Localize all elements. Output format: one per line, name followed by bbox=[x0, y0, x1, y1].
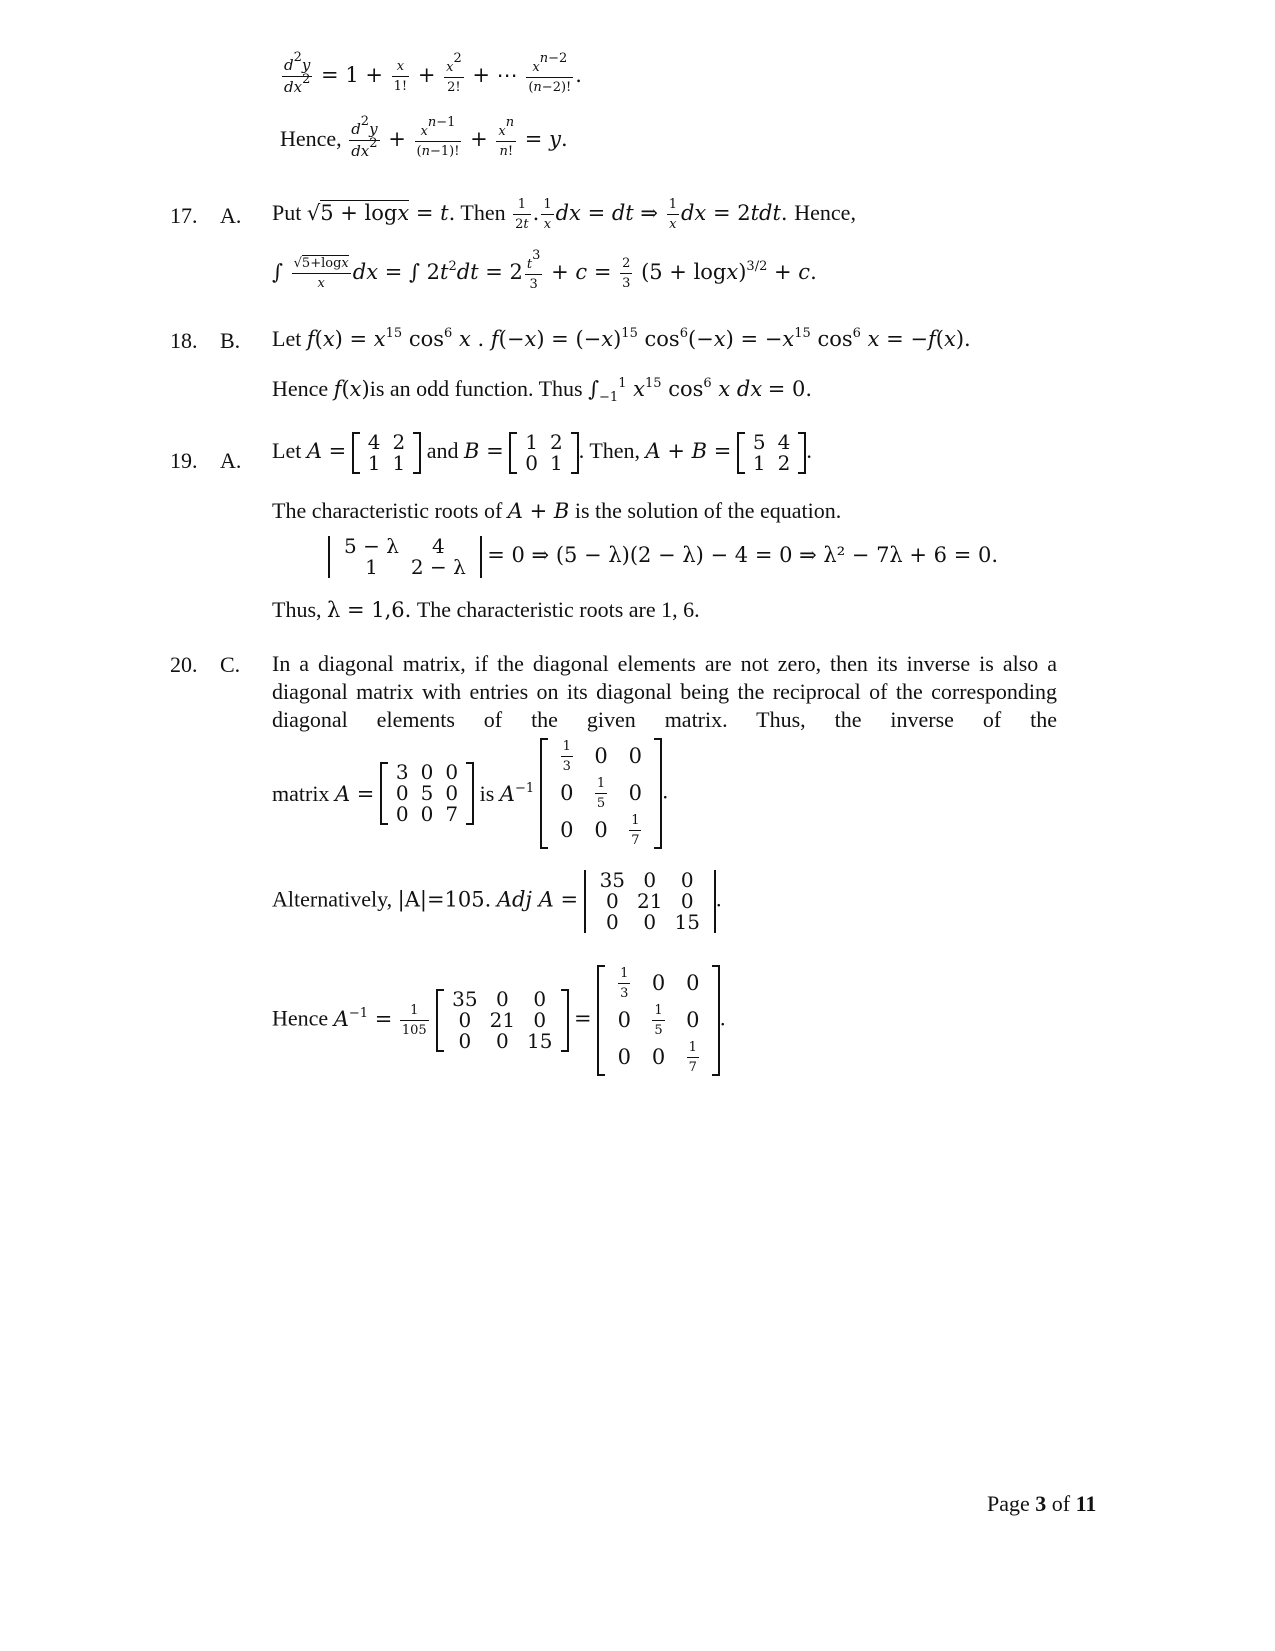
page-current: 3 bbox=[1035, 1491, 1047, 1516]
q16-hence-line: Hence, $\frac{d^2y}{dx^2}$ + $\frac{x^{n-1}}{(n-1)!}$ + $\frac{x^n}{n!}$ = y. bbox=[280, 114, 568, 160]
q16-second-derivative-line: $\frac{d^2y}{dx^2}$ = 1 + $\frac{x}{1!}$ + $\frac{x^2}{2!}$ + ⋯ $\frac{x^{n-2}}{(n-2)!}$ . bbox=[284, 50, 582, 96]
q19-matrix-sum: 5 4 1 2 bbox=[737, 432, 806, 474]
q19-char-text: The characteristic roots of A + B is the solution of the equation. bbox=[272, 498, 842, 523]
q20-matrix-a: 3 0 0 0 5 0 0 0 7 bbox=[380, 762, 474, 825]
q20-answer: C. bbox=[220, 652, 241, 677]
q20-inverse-matrix-2: $\frac{1}{3}$ 0 0 0 $\frac{1}{5}$ 0 0 0 $\frac{1}{7}$ bbox=[597, 965, 720, 1076]
q17-number: 17. bbox=[170, 203, 198, 228]
q18-answer: B. bbox=[220, 328, 241, 353]
page-total: 11 bbox=[1075, 1491, 1097, 1516]
q19-equation-line bbox=[328, 536, 998, 578]
q19-roots-line: Thus, λ = 1,6. The characteristic roots are 1, 6. bbox=[272, 597, 700, 622]
q19-matrix-a: 4 2 1 1 bbox=[352, 432, 421, 474]
page-footer: Page 3 of 11 bbox=[987, 1491, 1097, 1516]
q20-paragraph: In a diagonal matrix, if the diagonal elements are not zero, then its inverse is also a diagonal matrix with entries on its diagonal being the reciprocal of the corresponding diagonal elements of the given matrix. Thus, the inverse of the bbox=[272, 651, 1057, 732]
q20-inverse-matrix: $\frac{1}{3}$ 0 0 0 $\frac{1}{5}$ 0 0 0 $\frac{1}{7}$ bbox=[540, 738, 663, 849]
q18-function-line: Let $f(x) = x^{15}$ $\cos^6 x$ . $f(-x) = (-x)^{15}$ $\cos^6(-x) = -x^{15}$ $\cos^6 x = -f(x)$. bbox=[272, 326, 971, 351]
q18-number: 18. bbox=[170, 328, 198, 353]
q20-number: 20. bbox=[170, 652, 198, 677]
q19-and-label: and bbox=[426, 438, 459, 464]
q18-odd-text: is an odd function. Thus bbox=[369, 376, 583, 401]
q19-number: 19. bbox=[170, 448, 198, 473]
q20-adjoint-matrix: 35 0 0 0 21 0 0 0 15 bbox=[584, 870, 716, 933]
q19-answer: A. bbox=[220, 448, 242, 473]
q19-matrices-line: Let A = 4 2 1 1 and B = 1 2 0 1 . Then, A + B = 5 4 1 2 . bbox=[272, 430, 812, 475]
q17-put-label: Put bbox=[272, 200, 302, 225]
q19-roots-text: The characteristic roots are 1, 6. bbox=[416, 597, 700, 622]
q16-hence-label: Hence, bbox=[280, 126, 342, 151]
q20-det-value: |A|=105. bbox=[397, 887, 492, 912]
q17-then-label: Then bbox=[460, 200, 506, 225]
q20-alternative-line: Alternatively, |A|=105. Adj A = 35 0 0 0 21 0 0 0 15 . bbox=[272, 868, 722, 934]
q17-answer: A. bbox=[220, 203, 242, 228]
q20-adjoint-matrix-2: 35 0 0 0 21 0 0 0 15 bbox=[436, 989, 568, 1052]
q20-hence-line: Hence $A^{-1}$ = $\frac{1}{105}$ 35 0 0 0 21 0 0 0 15 = $\frac{1}{3}$ 0 0 0 $\frac{1}{5}$ 0 0 0 $\frac{1}{7}$ . bbox=[272, 966, 726, 1075]
q19-matrix-b: 1 2 0 1 bbox=[509, 432, 578, 474]
q19-determinant: 5 − λ 4 1 2 − λ bbox=[328, 536, 482, 578]
q17-hence-label: Hence, bbox=[794, 200, 856, 225]
q19-let-label: Let bbox=[272, 438, 302, 464]
q17-integral-line: ∫ $\frac{√5+\log x}{x}$ dx = ∫ $2t^2dt = 2$ $\frac{t^3}{3}$ + c = $\frac{2}{3}$ $(5 + \log x)^{3/2} + c$. bbox=[272, 248, 817, 292]
q18-conclusion-line: Hence f(x)is an odd function. Thus $\int_{-1}^1$ $x^{15}$ $\cos^6 x$ dx = 0. bbox=[272, 376, 813, 405]
q18-hence-label: Hence bbox=[272, 376, 329, 401]
q19-roots-equation: λ = 1,6. bbox=[327, 598, 412, 622]
q19-equation: = 0 ⇒ (5 − λ)(2 − λ) − 4 = 0 ⇒ λ² − 7λ + 6 = 0. bbox=[487, 543, 999, 568]
q18-result: = 0. bbox=[767, 377, 813, 401]
q17-substitution-line: Put √5 + logx = t. Then $\frac{1}{2t}$ . $\frac{1}{x}$ dx = dt ⇒ $\frac{1}{x}$ dx = 2tdt. Hence, bbox=[272, 197, 856, 232]
q19-then-label: Then, bbox=[589, 438, 641, 464]
q20-matrix-line: matrix A = 3 0 0 0 5 0 0 0 7 is $A^{-1}$ $\frac{1}{3}$ 0 0 0 $\frac{1}{5}$ 0 0 0 $\frac{1}{7}$ . bbox=[272, 739, 668, 848]
q18-let-label: Let bbox=[272, 326, 302, 351]
